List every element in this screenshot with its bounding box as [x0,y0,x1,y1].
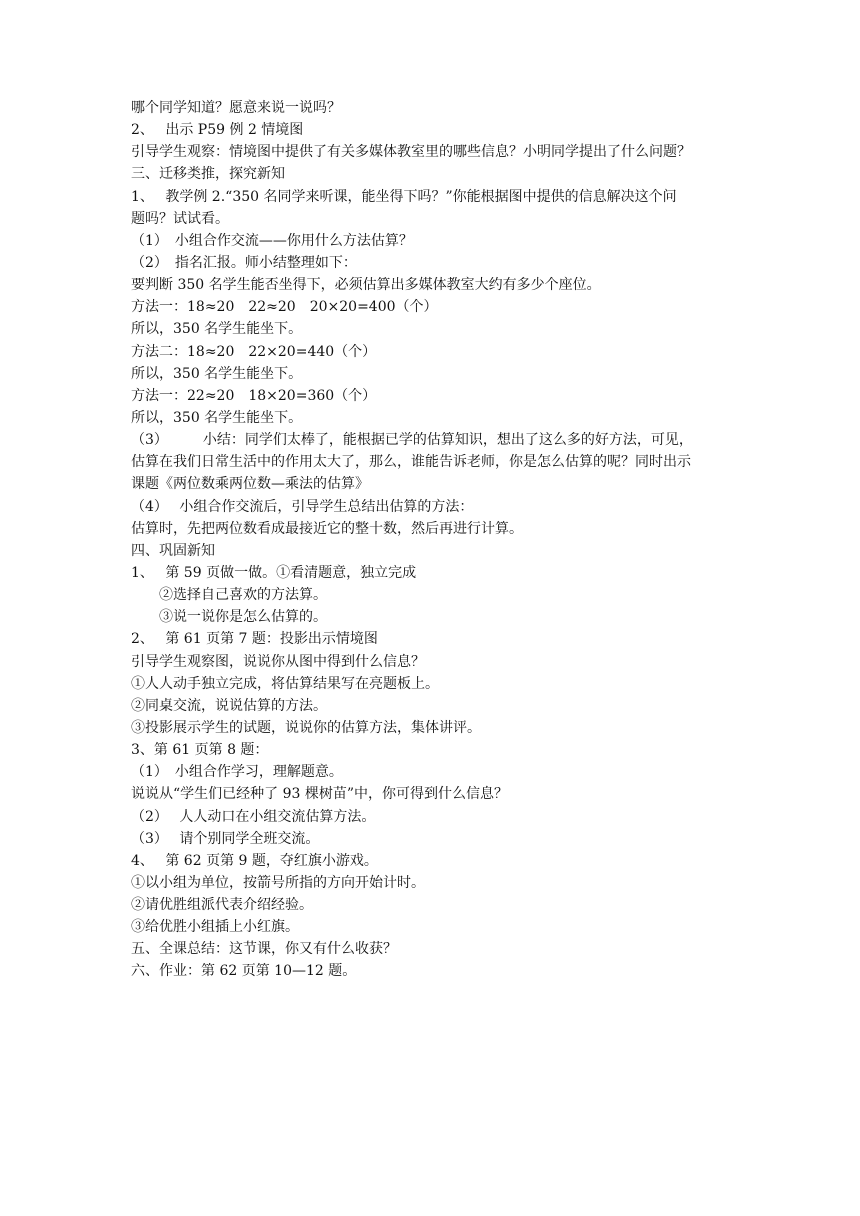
text-line: 所以，350 名学生能坐下。 [131,409,303,426]
text-line: 方法一：22≈20 18×20=360（个） [131,387,377,404]
text-line: （3） 小结：同学们太棒了，能根据已学的估算知识，想出了这么多的好方法，可见， [131,432,693,449]
section-heading: 四、巩固新知 [131,542,215,559]
section-heading: 六、作业：第 62 页第 10—12 题。 [131,963,357,980]
text-line: （2） 指名汇报。师小结整理如下： [131,254,357,271]
text-line: 所以，350 名学生能坐下。 [131,321,303,338]
text-line: 引导学生观察图，说说你从图中得到什么信息？ [131,653,425,670]
text-line: ③说一说你是怎么估算的。 [159,609,327,626]
text-line: 要判断 350 名学生能否坐得下，必须估算出多媒体教室大约有多少个座位。 [131,277,601,294]
text-line: 方法二：18≈20 22×20=440（个） [131,343,377,360]
text-line: 1、 教学例 2.“350 名同学来听课，能坐得下吗？”你能根据图中提供的信息解决这个问 [131,188,677,205]
text-line: 2、 第 61 页第 7 题：投影出示情境图 [131,631,378,648]
text-line: 4、 第 62 页第 9 题，夺红旗小游戏。 [131,852,378,869]
lesson-plan-text [131,97,731,983]
text-line: 课题《两位数乘两位数—乘法的估算》 [131,476,369,493]
text-line: ③给优胜小组插上小红旗。 [131,919,299,936]
text-line: 所以，350 名学生能坐下。 [131,365,303,382]
text-line: 估算在我们日常生活中的作用太大了，那么，谁能告诉老师，你是怎么估算的呢？同时出示 [131,454,691,471]
text-line: （3） 请个别同学全班交流。 [131,830,320,847]
text-line: ③投影展示学生的试题，说说你的估算方法，集体讲评。 [131,719,481,736]
section-heading: 三、迁移类推，探究新知 [131,166,285,183]
text-line: ②同桌交流，说说估算的方法。 [131,697,327,714]
text-line: （1） 小组合作学习，理解题意。 [131,764,343,781]
text-line: 题吗？试试看。 [131,210,229,227]
text-line: ①以小组为单位，按箭号所指的方向开始计时。 [131,874,425,891]
text-line: ②请优胜组派代表介绍经验。 [131,897,313,914]
text-line: 3、第 61 页第 8 题： [131,742,269,759]
text-line: 1、 第 59 页做一做。①看清题意，独立完成 [131,564,417,581]
text-line: （2） 人人动口在小组交流估算方法。 [131,808,376,825]
text-line: （4） 小组合作交流后，引导学生总结出估算的方法： [131,498,474,515]
text-line: 哪个同学知道？愿意来说一说吗？ [131,100,341,116]
text-line: 2、 出示 P59 例 2 情境图 [131,122,304,139]
text-line: 引导学生观察：情境图中提供了有关多媒体教室里的哪些信息？小明同学提出了什么问题？ [131,144,691,161]
text-line: 估算时，先把两位数看成最接近它的整十数，然后再进行计算。 [131,520,523,537]
text-line: （1） 小组合作交流——你用什么方法估算？ [131,232,413,249]
text-line: ①人人动手独立完成，将估算结果写在亮题板上。 [131,675,439,692]
text-line: ②选择自己喜欢的方法算。 [159,587,327,604]
text-line: 说说从“学生们已经种了 93 棵树苗”中，你可得到什么信息？ [131,786,509,803]
text-line: 方法一：18≈20 22≈20 20×20=400（个） [131,299,438,316]
section-heading: 五、全课总结：这节课，你又有什么收获？ [131,941,397,958]
